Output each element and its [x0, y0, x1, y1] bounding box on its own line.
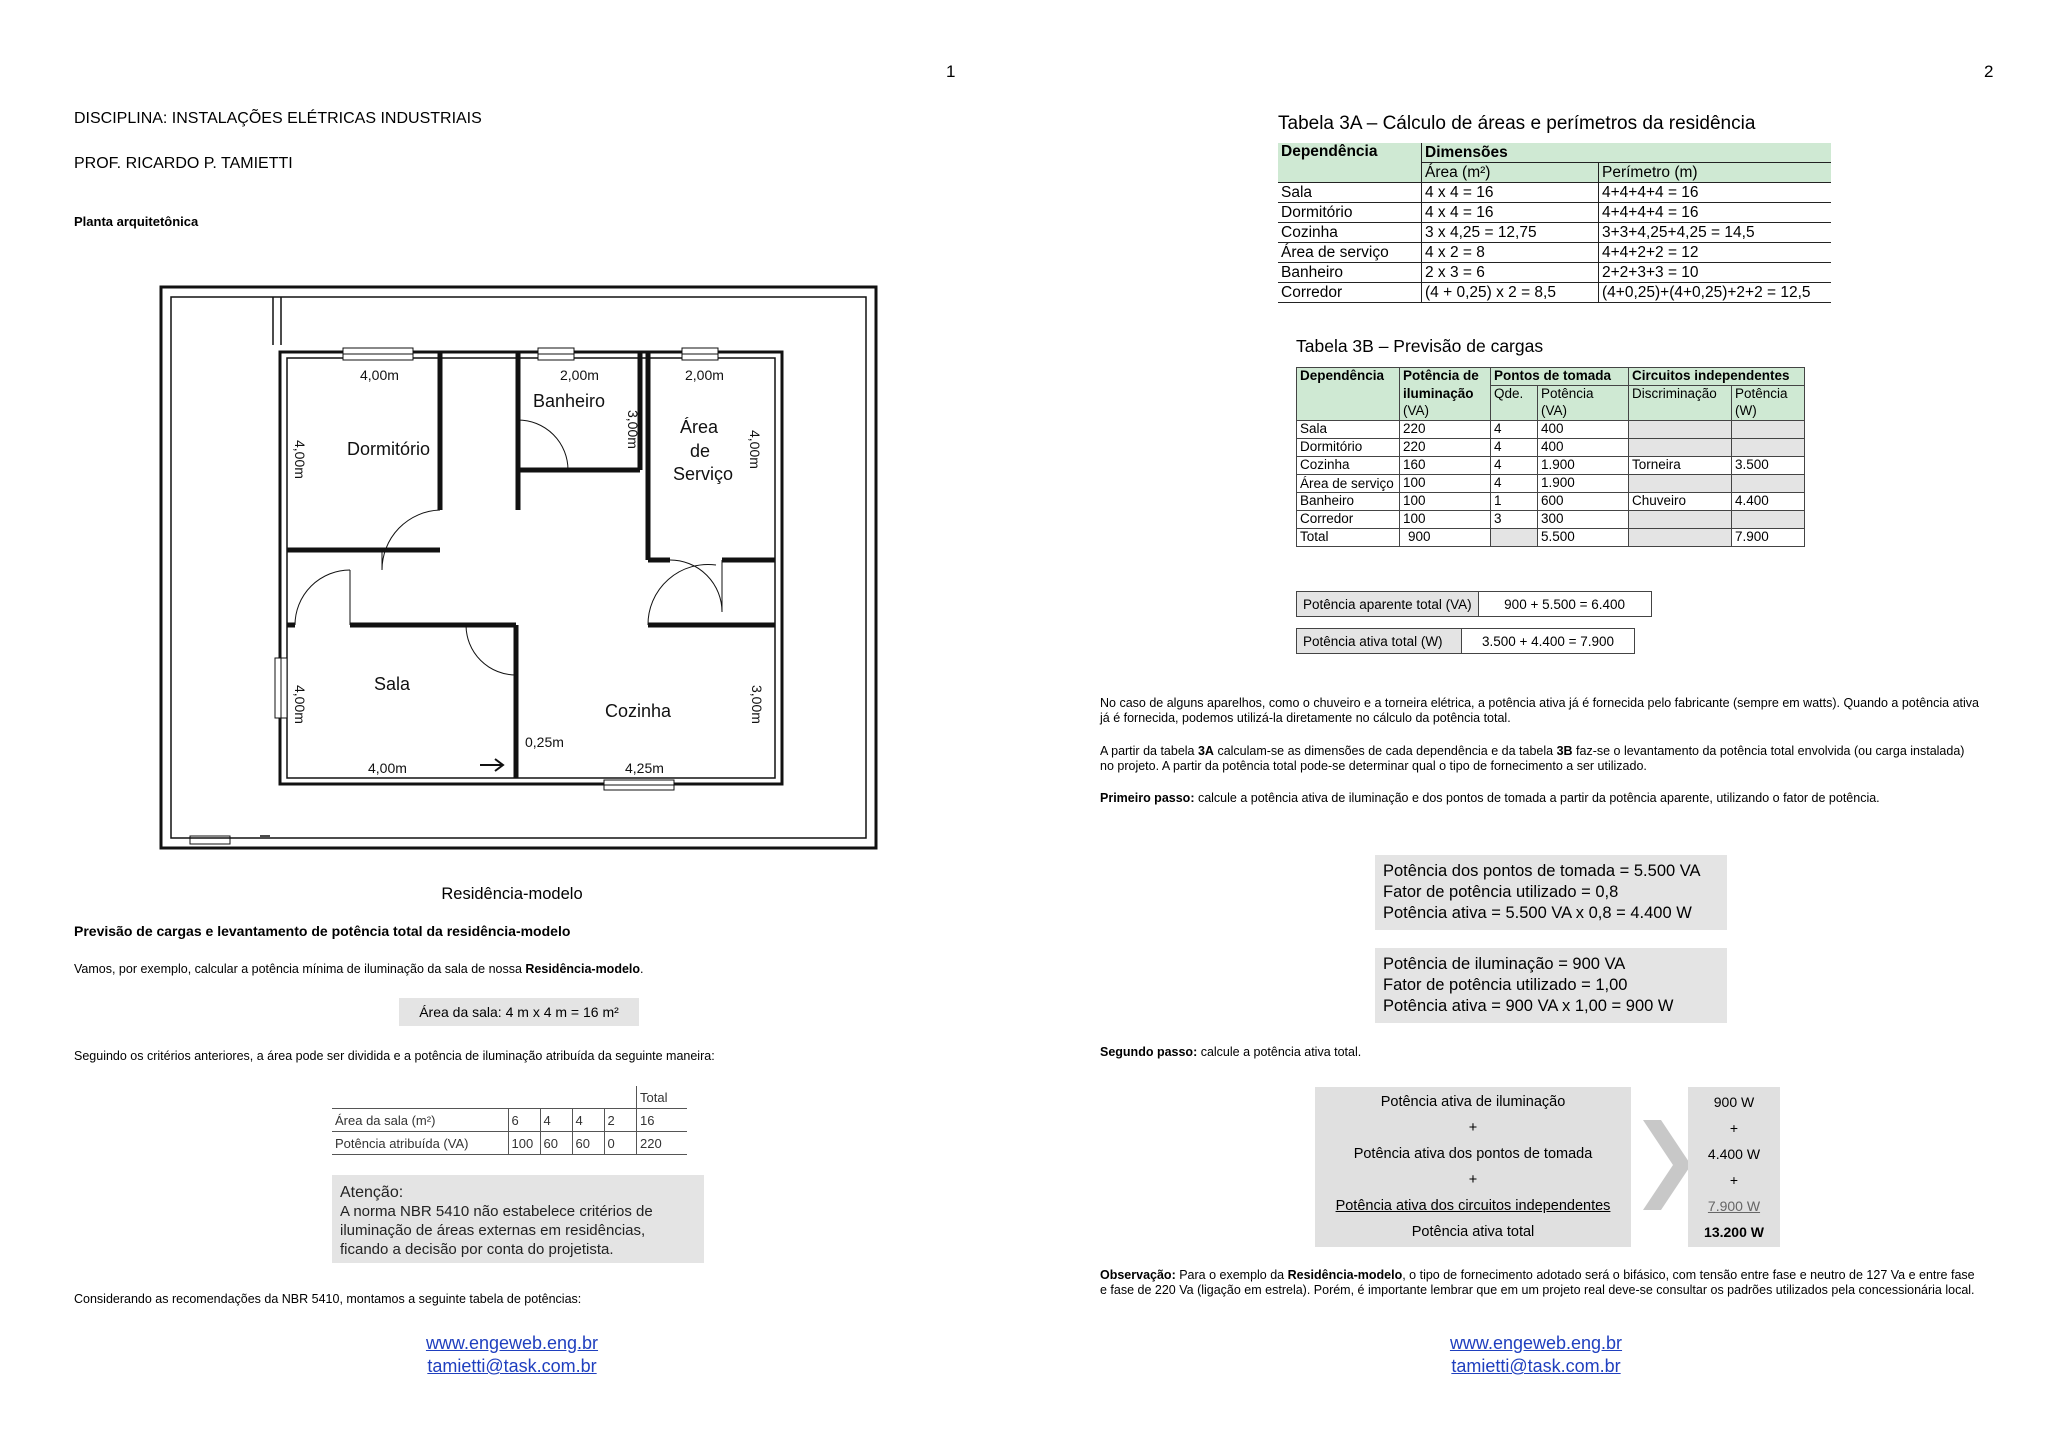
table-row: Corredor (4 + 0,25) x 2 = 8,5 (4+0,25)+(4+0,25)+2+2 = 12,5 — [1278, 283, 1831, 303]
cell: 16 — [637, 1109, 688, 1132]
plan-dim: 4,00m — [747, 430, 763, 469]
observation: Observação: Para o exemplo da Residência-modelo, o tipo de fornecimento adotado será o bifásico, com tensão entre fase e neutro de 127 Va e entre fase e fase de 220 Va (ligação em estrela). Porém, é importante lembrar que em um projeto real deve-se consultar os padrões utilizados pela concessionária local. — [1100, 1268, 1975, 1297]
website-link[interactable]: www.engeweb.eng.br — [425, 1333, 599, 1353]
th-area: Área (m²) — [1422, 163, 1599, 183]
plan-dim: 4,00m — [292, 685, 308, 724]
floor-plan — [150, 280, 890, 860]
cell: 2 — [604, 1109, 637, 1132]
th-potencia-w-2: (W) — [1732, 403, 1805, 421]
iluminacao-calc-box — [1375, 948, 1727, 1023]
apparent-value: 900 + 5.500 = 6.400 — [1478, 592, 1651, 617]
professor-line: PROF. RICARDO P. TAMIETTI — [74, 155, 293, 172]
attention-title: Atenção: — [340, 1184, 404, 1201]
table-row: Área de serviço 4 x 2 = 8 4+4+2+2 = 12 — [1278, 243, 1831, 263]
email-link[interactable]: tamietti@task.com.br — [1451, 1356, 1621, 1376]
cell: 60 — [572, 1132, 604, 1155]
table3b-title: Tabela 3B – Previsão de cargas — [1296, 336, 1544, 356]
table-3a — [1278, 143, 1831, 303]
section-heading: Previsão de cargas e levantamento de potência total da residência-modelo — [74, 923, 571, 939]
table-row: Corredor 100 3 300 — [1297, 511, 1805, 529]
table-row: Sala 4 x 4 = 16 4+4+4+4 = 16 — [1278, 183, 1831, 203]
calc-line: Potência dos pontos de tomada = 5.500 VA — [1383, 862, 1701, 880]
calc-value: 900 W — [1713, 1094, 1755, 1110]
header-total: Total — [637, 1086, 688, 1109]
page-number: 1 — [946, 62, 956, 81]
paragraph-2: A partir da tabela 3A calculam-se as dimensões de cada dependência e da tabela 3B faz-se o levantamento da potência total envolvida (ou carga instalada) no projeto. A partir da potência total pode-se determinar qual o tipo de fornecimento a ser utilizado. — [1100, 744, 1965, 773]
table-row: Banheiro 100 1 600 Chuveiro 4.400 — [1297, 493, 1805, 511]
room-area-label: Serviço — [673, 464, 734, 484]
room-cozinha: Cozinha — [605, 701, 672, 721]
calc-value: 4.400 W — [1707, 1146, 1761, 1162]
table-row: Cozinha 160 4 1.900 Torneira 3.500 — [1297, 457, 1805, 475]
cell: 60 — [540, 1132, 572, 1155]
page-number: 2 — [1984, 62, 1994, 81]
row-label: Potência atribuída (VA) — [332, 1132, 508, 1155]
cell: 4 — [540, 1109, 572, 1132]
cell: 4 — [572, 1109, 604, 1132]
th-potencia-va: Potência — [1538, 386, 1629, 404]
cell: 0 — [604, 1132, 637, 1155]
tomada-calc-box — [1375, 855, 1727, 930]
th-discriminacao: Discriminação — [1629, 386, 1732, 421]
calc-label: Potência ativa dos pontos de tomada — [1353, 1146, 1593, 1162]
discipline-line: DISCIPLINA: INSTALAÇÕES ELÉTRICAS INDUSTRIAIS — [74, 110, 482, 127]
calc-label: Potência ativa total — [1411, 1224, 1535, 1240]
th-pontos: Pontos de tomada — [1491, 368, 1629, 386]
calc-line: Potência de iluminação = 900 VA — [1383, 955, 1626, 973]
th-potencia-3: (VA) — [1400, 403, 1491, 421]
th-potencia-2: iluminação — [1400, 386, 1491, 404]
plan-dim: 4,00m — [368, 760, 407, 776]
active-label: Potência ativa total (W) — [1297, 629, 1462, 654]
th-potencia-va-2: (VA) — [1538, 403, 1629, 421]
th-circuitos: Circuitos independentes — [1629, 368, 1805, 386]
area-formula-box: Área da sala: 4 m x 4 m = 16 m² — [399, 998, 639, 1026]
calc-line: Potência ativa = 900 VA x 1,00 = 900 W — [1383, 997, 1674, 1015]
table-row: Banheiro 2 x 3 = 6 2+2+3+3 = 10 — [1278, 263, 1831, 283]
plan-dim: 0,25m — [525, 734, 564, 750]
total-calc-values — [1688, 1087, 1780, 1247]
room-sala: Sala — [374, 674, 411, 694]
plan-dim: 4,25m — [625, 760, 664, 776]
paragraph-1: No caso de alguns aparelhos, como o chuveiro e a torneira elétrica, a potência ativa já é fornecida pelo fabricante (sempre em watts). Quando a potência ativa já é fornecida, podemos utilizá-la diretamente no cálculo da potência total. — [1100, 696, 1979, 725]
table-row: Dormitório 4 x 4 = 16 4+4+4+4 = 16 — [1278, 203, 1831, 223]
th-perimetro: Perímetro (m) — [1599, 163, 1832, 183]
plan-dim: 3,00m — [749, 685, 765, 724]
th-dependencia: Dependência — [1278, 143, 1422, 183]
table-row: Cozinha 3 x 4,25 = 12,75 3+3+4,25+4,25 = 14,5 — [1278, 223, 1831, 243]
calc-line: Fator de potência utilizado = 1,00 — [1383, 976, 1628, 994]
cell: 100 — [508, 1132, 540, 1155]
page-2 — [1024, 0, 2048, 1447]
room-area-label: Área — [680, 417, 719, 437]
room-dormitorio: Dormitório — [347, 439, 431, 459]
th-dependencia: Dependência — [1297, 368, 1400, 421]
division-table — [332, 1086, 687, 1155]
plan-caption: Residência-modelo — [441, 885, 583, 903]
calc-line: Potência ativa = 5.500 VA x 0,8 = 4.400 W — [1383, 904, 1692, 922]
website-link[interactable]: www.engeweb.eng.br — [1449, 1333, 1623, 1353]
table-row: Total 900 5.500 7.900 — [1297, 529, 1805, 547]
section-title: Planta arquitetônica — [74, 214, 199, 229]
row-label: Área da sala (m²) — [332, 1109, 508, 1132]
plan-dim: 2,00m — [560, 367, 599, 383]
criteria-paragraph: Seguindo os critérios anteriores, a área pode ser dividida e a potência de iluminação atribuída da seguinte maneira: — [74, 1049, 715, 1063]
calc-plus: + — [1468, 1172, 1478, 1188]
th-qde: Qde. — [1491, 386, 1538, 421]
calc-line: Fator de potência utilizado = 0,8 — [1383, 883, 1619, 901]
intro-paragraph: Vamos, por exemplo, calcular a potência mínima de iluminação da sala de nossa Residência-modelo. — [74, 962, 644, 976]
room-banheiro: Banheiro — [533, 391, 606, 411]
calc-value-total: 13.200 W — [1704, 1224, 1764, 1240]
attention-line: A norma NBR 5410 não estabelece critérios de — [340, 1203, 653, 1220]
step-1: Primeiro passo: calcule a potência ativa de iluminação e dos pontos de tomada a partir da potência aparente, utilizando o fator de potência. — [1100, 791, 1880, 805]
table-row: Sala 220 4 400 — [1297, 421, 1805, 439]
cell: 220 — [637, 1132, 688, 1155]
plan-dim: 4,00m — [292, 440, 308, 479]
active-total-box — [1296, 628, 1635, 654]
arrow-right-icon — [1639, 1120, 1695, 1210]
email-link[interactable]: tamietti@task.com.br — [427, 1356, 597, 1376]
th-dimensoes: Dimensões — [1422, 143, 1832, 163]
calc-plus: + — [1468, 1120, 1478, 1136]
table-row: Área de serviço 100 4 1.900 — [1297, 475, 1805, 493]
plan-dim: 3,00m — [625, 410, 641, 449]
apparent-total-box — [1296, 591, 1652, 617]
active-value: 3.500 + 4.400 = 7.900 — [1462, 629, 1635, 654]
attention-line: iluminação de áreas externas em residências, — [340, 1222, 646, 1239]
table3a-title: Tabela 3A – Cálculo de áreas e perímetros da residência — [1278, 113, 1756, 134]
th-potencia-w: Potência — [1732, 386, 1805, 404]
table-3b — [1296, 367, 1805, 547]
attention-box — [332, 1175, 704, 1263]
table-row: Dormitório 220 4 400 — [1297, 439, 1805, 457]
step-2: Segundo passo: calcule a potência ativa total. — [1100, 1045, 1362, 1059]
calc-label: Potência ativa dos circuitos independentes — [1335, 1198, 1611, 1214]
calc-plus: + — [1729, 1120, 1739, 1136]
attention-line: ficando a decisão por conta do projetista. — [340, 1241, 614, 1258]
apparent-label: Potência aparente total (VA) — [1297, 592, 1479, 617]
total-calc-labels — [1315, 1087, 1631, 1247]
calc-value: 7.900 W — [1707, 1198, 1761, 1214]
plan-dim: 4,00m — [360, 367, 399, 383]
room-area-label: de — [690, 441, 711, 461]
calc-plus: + — [1729, 1172, 1739, 1188]
th-potencia: Potência de — [1400, 368, 1491, 386]
plan-dim: 2,00m — [685, 367, 724, 383]
calc-label: Potência ativa de iluminação — [1380, 1094, 1566, 1110]
cell: 6 — [508, 1109, 540, 1132]
considering-paragraph: Considerando as recomendações da NBR 5410, montamos a seguinte tabela de potências: — [74, 1292, 582, 1306]
